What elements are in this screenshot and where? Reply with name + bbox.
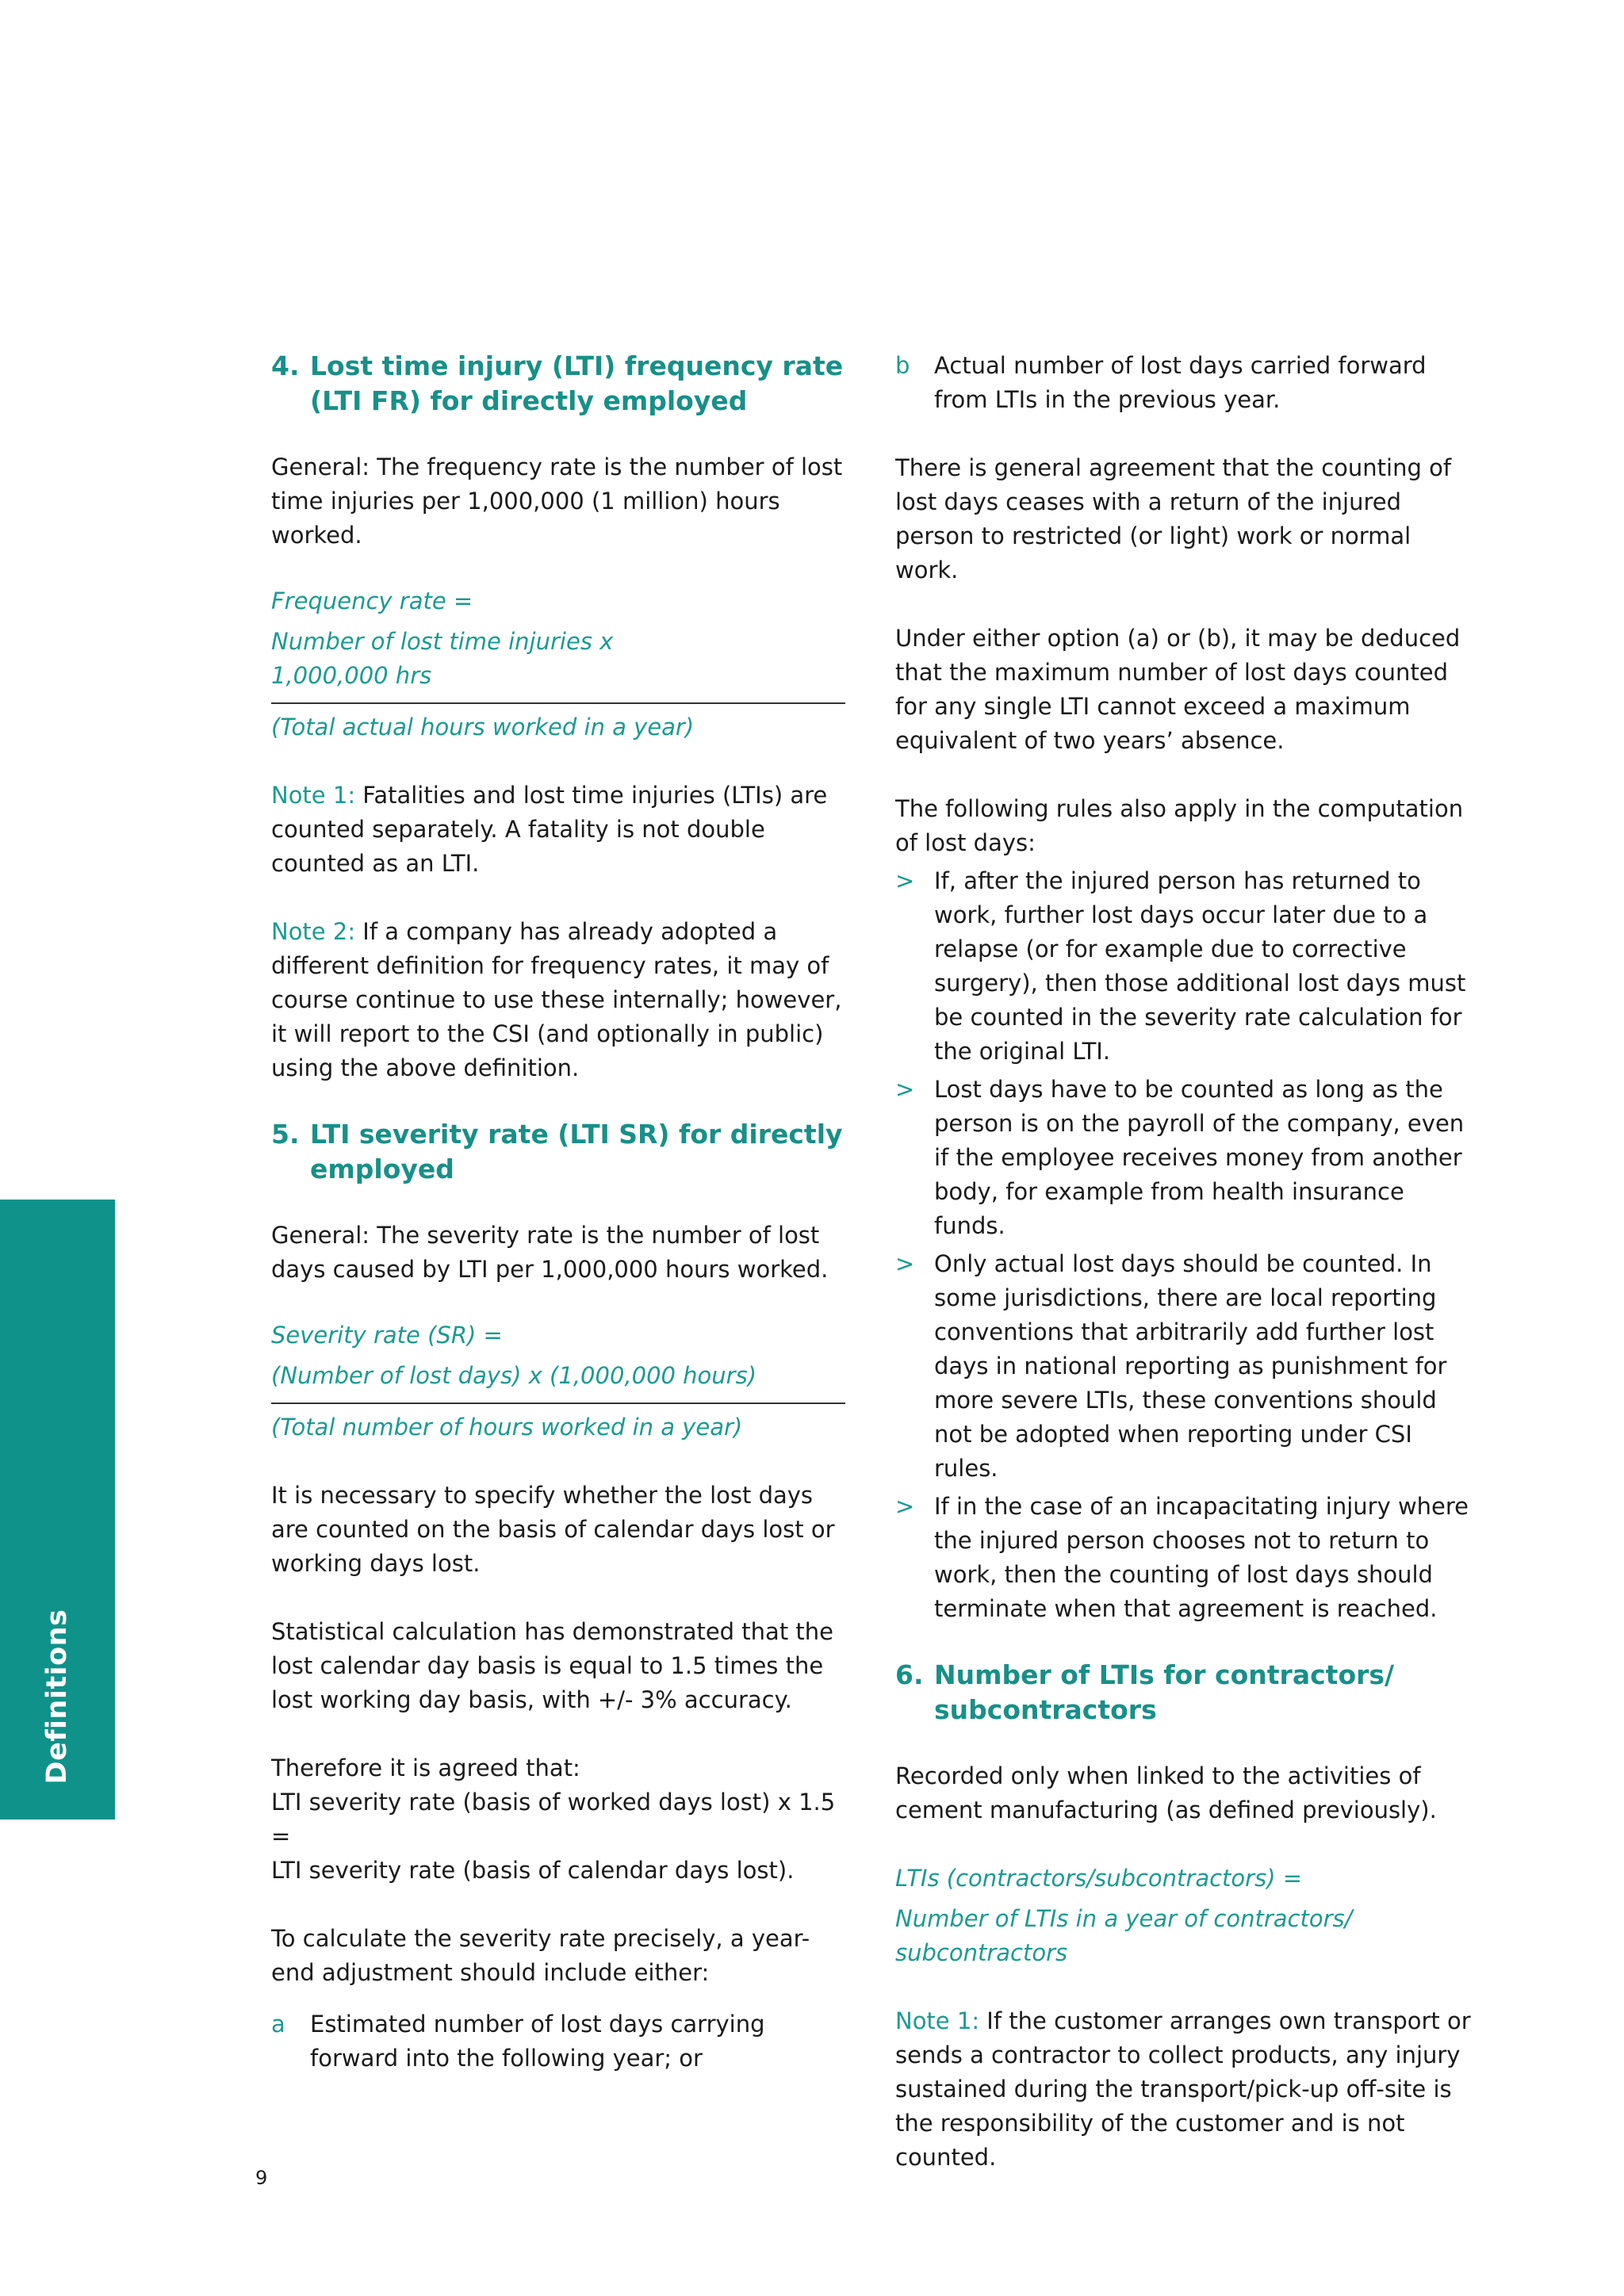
frequency-rate-fraction-rule xyxy=(271,702,845,704)
option-a-text: Estimated number of lost days carrying forward into the following year; or xyxy=(310,2011,765,2072)
list-item-text: If, after the injured person has returned to work, further lost days occur later due to a relapse (or for example due to corrective surgery), then those additional lost days must be counted in the severity rate calculation for the original LTI. xyxy=(934,867,1466,1065)
severity-rate-fraction-rule xyxy=(271,1402,845,1404)
option-b-text: Actual number of lost days carried forward from LTIs in the previous year. xyxy=(934,352,1427,413)
frequency-rate-general: General: The frequency rate is the number of lost time injuries per 1,000,000 (1 million) hours worked. xyxy=(271,453,843,549)
frequency-note-2 xyxy=(271,915,845,1085)
section-6-heading xyxy=(895,1658,1473,1728)
section-4-heading xyxy=(271,349,845,419)
bullet-marker: > xyxy=(895,1493,915,1520)
computation-rules-list xyxy=(895,864,1473,1626)
bullet-marker: > xyxy=(895,1076,915,1103)
frequency-rate-formula xyxy=(271,584,845,744)
frequency-rate-formula-title: Frequency rate = xyxy=(271,587,473,614)
severity-rate-formula-title: Severity rate (SR) = xyxy=(271,1322,503,1349)
option-a-item xyxy=(271,2007,845,2076)
severity-rate-general: General: The severity rate is the number of lost days caused by LTI per 1,000,000 hours worked. xyxy=(271,1222,829,1283)
severity-rate-numerator: (Number of lost days) x (1,000,000 hours) xyxy=(271,1362,757,1389)
calendar-vs-working-days-paragraph: It is necessary to specify whether the lost days are counted on the basis of calendar days lost or working days lost. xyxy=(271,1482,835,1577)
section-5-title: LTI severity rate (LTI SR) for directly employed xyxy=(310,1119,843,1184)
frequency-rate-numerator-line-2: 1,000,000 hrs xyxy=(271,662,432,689)
contractor-note-1-text: If the customer arranges own transport or sends a contractor to collect products, any injury sustained during the transport/pick-up off-site is the responsibility of the customer and is not counted. xyxy=(895,2007,1471,2171)
page-number: 9 xyxy=(255,2167,268,2189)
list-item-text: Lost days have to be counted as long as the person is on the payroll of the company, even if the employee receives money from another body, for example from health insurance funds. xyxy=(934,1076,1465,1239)
list-item-text: Only actual lost days should be counted. In some jurisdictions, there are local reporting conventions that arbitrarily add further lost days in national reporting as punishment for more severe LTIs, these conventions should not be adopted when reporting under CSI rules. xyxy=(934,1250,1447,1482)
contractor-lti-formula-title: LTIs (contractors/subcontractors) = xyxy=(895,1865,1303,1892)
recorded-only-paragraph: Recorded only when linked to the activities of cement manufacturing (as defined previously). xyxy=(895,1762,1437,1823)
year-end-adjustment-paragraph: To calculate the severity rate precisely, a year-end adjustment should include either: xyxy=(271,1925,810,1986)
list-item xyxy=(895,1490,1473,1626)
maximum-lost-days-paragraph: Under either option (a) or (b), it may be deduced that the maximum number of lost days counted for any single LTI cannot exceed a maximum equivalent of two years’ absence. xyxy=(895,625,1461,754)
agreement-line-2: LTI severity rate (basis of worked days lost) x 1.5 = xyxy=(271,1789,836,1850)
bullet-marker: > xyxy=(895,867,915,894)
contractor-lti-formula-line-2: subcontractors xyxy=(895,1939,1068,1966)
list-item xyxy=(895,864,1473,1069)
contractor-lti-formula-line-1: Number of LTIs in a year of contractors/ xyxy=(895,1905,1353,1932)
frequency-note-1 xyxy=(271,779,845,881)
bullet-marker: > xyxy=(895,1250,915,1277)
frequency-note-2-text: If a company has already adopted a different definition for frequency rates, it may of course continue to use these internally; however, it will report to the CSI (and optionally in public) using the above definition. xyxy=(271,918,842,1081)
section-6-title: Number of LTIs for contractors/ subcontractors xyxy=(934,1659,1395,1725)
option-a-marker: a xyxy=(271,2011,285,2038)
lost-days-cessation-paragraph: There is general agreement that the counting of lost days ceases with a return of the injured person to restricted (or light) work or normal work. xyxy=(895,454,1452,584)
severity-rate-denominator: (Total number of hours worked in a year) xyxy=(271,1414,743,1441)
list-item xyxy=(895,1073,1473,1243)
agreement-line-3: LTI severity rate (basis of calendar days lost). xyxy=(271,1857,795,1884)
section-4-title: Lost time injury (LTI) frequency rate (LTI FR) for directly employed xyxy=(310,350,844,416)
section-5-heading xyxy=(271,1117,845,1187)
frequency-rate-denominator: (Total actual hours worked in a year) xyxy=(271,714,695,740)
section-6-number: 6. xyxy=(895,1659,924,1690)
list-item-text: If in the case of an incapacitating injury where the injured person chooses not to return to work, then the counting of lost days should terminate when that agreement is reached. xyxy=(934,1493,1469,1622)
left-column xyxy=(271,349,845,2076)
section-4-number: 4. xyxy=(271,350,300,381)
contractor-note-1 xyxy=(895,2004,1473,2175)
computation-rules-intro: The following rules also apply in the computation of lost days: xyxy=(895,795,1464,856)
contractor-note-1-label: Note 1: xyxy=(895,2007,980,2034)
list-item xyxy=(895,1247,1473,1486)
option-b-marker: b xyxy=(895,352,910,379)
agreement-paragraph xyxy=(271,1751,845,1888)
agreement-line-1: Therefore it is agreed that: xyxy=(271,1755,580,1781)
frequency-note-1-label: Note 1: xyxy=(271,782,356,809)
frequency-note-1-text: Fatalities and lost time injuries (LTIs) are counted separately. A fatality is not double counted as an LTI. xyxy=(271,782,828,877)
section-5-number: 5. xyxy=(271,1119,300,1150)
statistical-calculation-paragraph: Statistical calculation has demonstrated that the lost calendar day basis is equal to 1.5 times the lost working day basis, with +/- 3% accuracy. xyxy=(271,1618,834,1713)
option-b-item xyxy=(895,349,1473,417)
frequency-note-2-label: Note 2: xyxy=(271,918,356,945)
contractor-lti-formula xyxy=(895,1862,1473,1970)
severity-rate-formula xyxy=(271,1318,845,1445)
frequency-rate-numerator-line-1: Number of lost time injuries x xyxy=(271,628,614,655)
right-column xyxy=(895,349,1473,2175)
section-side-tab-label: Definitions xyxy=(41,1609,73,1785)
